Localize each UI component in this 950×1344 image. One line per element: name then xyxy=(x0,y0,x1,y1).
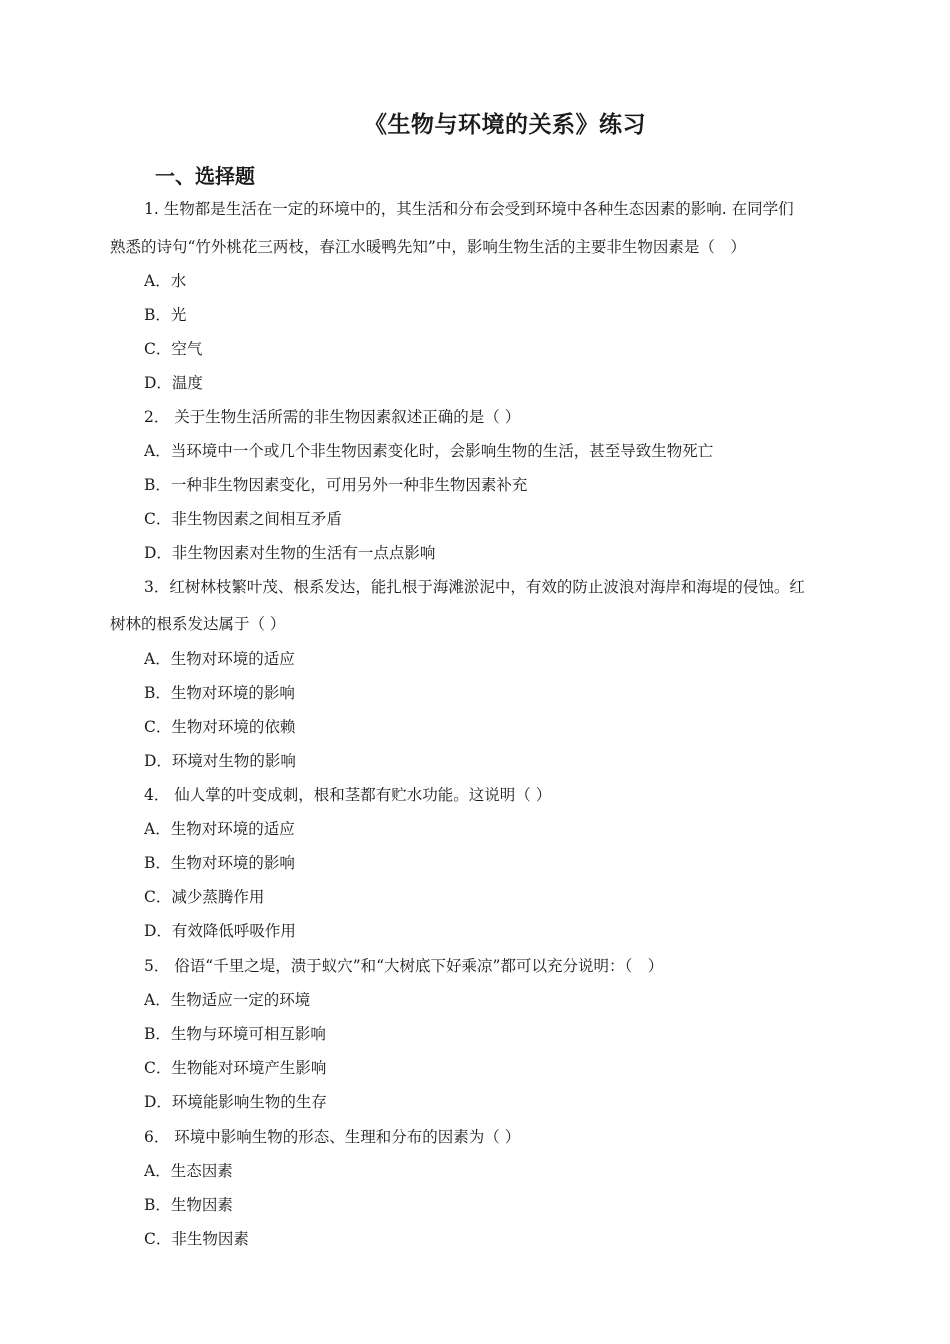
question-6-option-a: A．生态因素 xyxy=(144,1162,233,1180)
question-3-option-d: D．环境对生物的影响 xyxy=(144,752,296,770)
question-2-option-b: B．一种非生物因素变化，可用另外一种非生物因素补充 xyxy=(144,476,528,494)
question-6-option-b: B．生物因素 xyxy=(144,1196,233,1214)
question-3-option-c: C．生物对环境的依赖 xyxy=(144,718,296,736)
question-3-option-b: B．生物对环境的影响 xyxy=(144,684,295,702)
question-2-option-d: D．非生物因素对生物的生活有一点点影响 xyxy=(144,544,436,562)
question-1-option-b: B．光 xyxy=(144,306,187,324)
question-1-option-c: C．空气 xyxy=(144,340,203,358)
question-4-option-d: D．有效降低呼吸作用 xyxy=(144,922,296,940)
question-4-option-b: B．生物对环境的影响 xyxy=(144,854,295,872)
question-1-stem: 1. 生物都是生活在一定的环境中的，其生活和分布会受到环境中各种生态因素的影响. 在同学们 xyxy=(144,200,794,218)
question-4-option-a: A．生物对环境的适应 xyxy=(144,820,295,838)
question-4-option-c: C．减少蒸腾作用 xyxy=(144,888,265,906)
question-1-stem-continued: 熟悉的诗句“竹外桃花三两枝，春江水暖鸭先知”中，影响生物生活的主要非生物因素是（ ） xyxy=(110,238,746,256)
question-3-stem: 3．红树林枝繁叶茂、根系发达，能扎根于海滩淤泥中，有效的防止波浪对海岸和海堤的侵蚀。红 xyxy=(144,578,805,596)
question-3-stem-continued: 树林的根系发达属于（ ） xyxy=(110,615,286,633)
question-2-option-a: A．当环境中一个或几个非生物因素变化时，会影响生物的生活，甚至导致生物死亡 xyxy=(144,442,714,460)
question-3-option-a: A．生物对环境的适应 xyxy=(144,650,295,668)
question-6-option-c: C．非生物因素 xyxy=(144,1230,249,1248)
question-2-stem: 2． 关于生物生活所需的非生物因素叙述正确的是（ ） xyxy=(144,408,521,426)
question-5-option-a: A．生物适应一定的环境 xyxy=(144,991,311,1009)
question-5-option-d: D．环境能影响生物的生存 xyxy=(144,1093,327,1111)
question-1-option-a: A．水 xyxy=(144,272,187,290)
section-heading: 一、选择题 xyxy=(155,164,255,188)
page-title: 《生物与环境的关系》练习 xyxy=(364,111,646,138)
question-6-stem: 6． 环境中影响生物的形态、生理和分布的因素为（ ） xyxy=(144,1128,521,1146)
question-1-option-d: D．温度 xyxy=(144,374,203,392)
question-5-stem: 5． 俗语“千里之堤，溃于蚁穴”和“大树底下好乘凉”都可以充分说明：（ ） xyxy=(144,957,664,975)
question-2-option-c: C．非生物因素之间相互矛盾 xyxy=(144,510,342,528)
question-5-option-b: B．生物与环境可相互影响 xyxy=(144,1025,326,1043)
question-5-option-c: C．生物能对环境产生影响 xyxy=(144,1059,327,1077)
question-4-stem: 4． 仙人掌的叶变成刺，根和茎都有贮水功能。这说明（ ） xyxy=(144,786,552,804)
